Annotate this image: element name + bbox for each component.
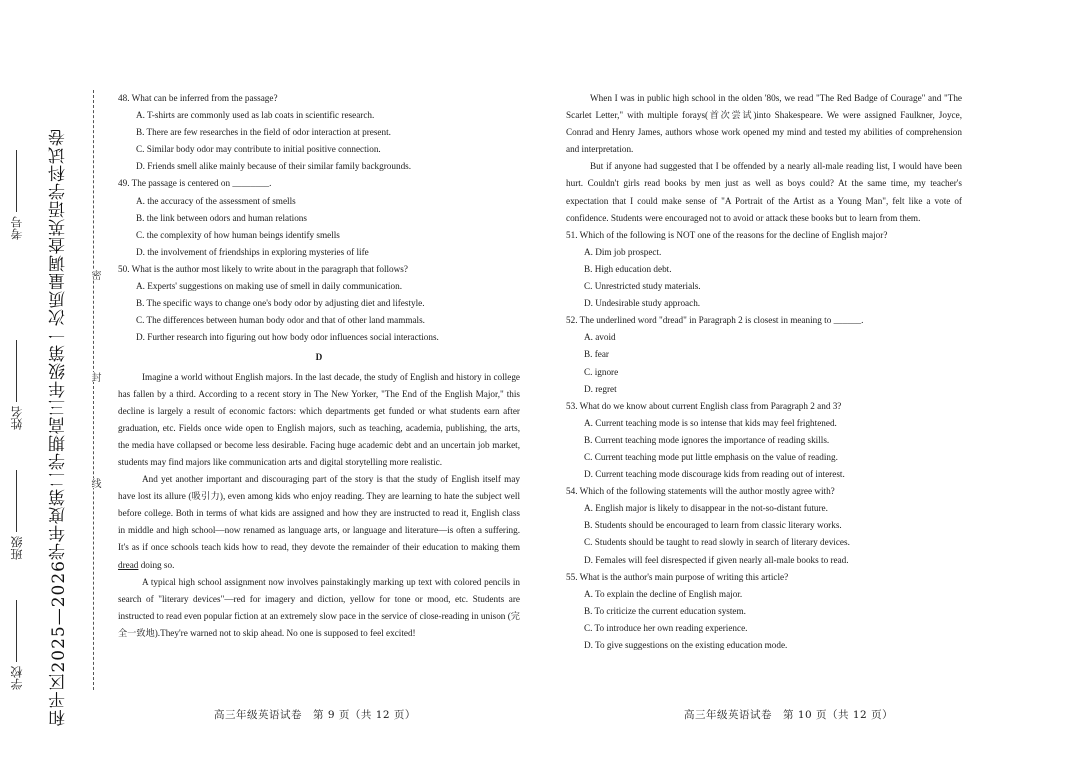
school-field [8, 600, 25, 690]
seal-mark-xian: 线 [89, 478, 100, 488]
q54-option-d: D. Females will feel disrespected if given nearly all-male books to read. [584, 554, 849, 565]
q52-option-d: D. regret [584, 383, 617, 394]
q54-option-c: C. Students should be taught to read slowly in search of literary devices. [584, 537, 850, 548]
q50-option-a: A. Experts' suggestions on making use of smell in daily communication. [136, 281, 403, 292]
q51-option-a: A. Dim job prospect. [584, 246, 662, 257]
q53-option-b: B. Current teaching mode ignores the importance of reading skills. [584, 434, 830, 445]
q52-option-b: B. fear [584, 349, 609, 360]
page-10-column [566, 90, 962, 654]
q53-option-c: C. Current teaching mode put little emphasis on the value of reading. [584, 451, 838, 462]
question-53-stem: 53. What do we know about current English class from Paragraph 2 and 3? [566, 400, 842, 411]
q48-option-d: D. Friends smell alike mainly because of their similar family backgrounds. [136, 161, 412, 172]
q52-option-a: A. avoid [584, 332, 616, 343]
q52-option-c: C. ignore [584, 366, 619, 377]
q48-option-c: C. Similar body odor may contribute to initial positive connection. [136, 144, 381, 155]
seal-mark-feng: 封 [89, 372, 100, 382]
passage-paragraph-1: Imagine a world without English majors. In the last decade, the study of English and history in college has fallen by a third. According to a recent story in The New Yorker, "The End of the English Major," this decline is largely a result of economic factors: which departments get funded or what students earn after graduation, etc. Fields once wide open to English majors, such as teaching, academia, publishing, the arts, the media have collapsed or become less desirable. Facing huge academic debt and an uncertain job market, students may find majors like communication arts and digital storytelling more realistic. [118, 371, 520, 467]
class-field [8, 470, 25, 560]
exam-number-label: 考号 [10, 216, 24, 240]
paragraph-2-text-end: doing so. [138, 559, 175, 570]
class-label: 班级 [10, 536, 24, 560]
q54-option-b: B. Students should be encouraged to learn from classic literary works. [584, 520, 842, 531]
q50-option-b: B. The specific ways to change one's body odor by adjusting diet and lifestyle. [136, 298, 425, 309]
q53-option-d: D. Current teaching mode discourage kids from reading out of interest. [584, 469, 845, 480]
q54-option-a: A. English major is likely to disappear in the not-so-distant future. [584, 503, 828, 514]
q49-option-c: C. the complexity of how human beings identify smells [136, 229, 340, 240]
school-label: 学校 [10, 666, 24, 690]
q55-option-a: A. To explain the decline of English major. [584, 588, 743, 599]
q51-option-c: C. Unrestricted study materials. [584, 281, 701, 292]
question-52-stem: 52. The underlined word "dread" in Paragraph 2 is closest in meaning to ______. [566, 315, 864, 326]
question-51-stem: 51. Which of the following is NOT one of the reasons for the decline of English major? [566, 229, 888, 240]
underlined-word-dread: dread [118, 559, 139, 570]
binding-margin [0, 0, 100, 764]
seal-line [93, 90, 94, 690]
q49-option-d: D. the involvement of friendships in exploring mysteries of life [136, 246, 369, 257]
q49-option-b: B. the link between odors and human relations [136, 212, 307, 223]
q55-option-b: B. To criticize the current education system. [584, 605, 746, 616]
question-49-stem: 49. The passage is centered on ________. [118, 178, 272, 189]
seal-mark-mi: 密 [89, 270, 100, 280]
passage-d-heading: D [315, 352, 323, 363]
q48-option-b: B. There are few researches in the field of odor interaction at present. [136, 127, 391, 138]
q50-option-c: C. The differences between human body odor and that of other land mammals. [136, 315, 425, 326]
page-10-footer: 高三年级英语试卷 第 10 页（共 12 页） [684, 709, 894, 721]
name-label: 姓名 [10, 406, 24, 430]
q55-option-c: C. To introduce her own reading experience. [584, 622, 748, 633]
passage-paragraph-4: When I was in public high school in the olden '80s, we read "The Red Badge of Courage" and "The Scarlet Letter," with multiple forays(首次尝试)into Shakespeare. We were assigned Faulkner, Joyce, Conrad and Henry James, authors whose work opened my mind and tested my abilities of comprehension and interpretation. [566, 93, 962, 155]
passage-paragraph-5: But if anyone had suggested that I be offended by a nearly all-male reading list, I would have been hurt. Couldn't girls read books by men just as well as boys could? At the same time, my teacher's expectation that I could make sense of "A Portrait of the Artist as a Young Man", felt like a vote of confidence. Students were encouraged not to avoid or attack these books but to learn from them. [566, 161, 962, 223]
q51-option-b: B. High education debt. [584, 263, 672, 274]
q50-option-d: D. Further research into figuring out how body odor influences social interactions. [136, 332, 439, 343]
paragraph-2-text-start: And yet another important and discouraging part of the story is that the study of English itself may have lost its allure (吸引力), even among kids who enjoy reading. They are learning to hate the subject well before college. Both in terms of what kids are assigned and how they are instructed to read it, English class in middle and high school—now renamed as language arts, or language and literature—is often a suffering. It's as if once schools teach kids how to read, they devote the remainder of their education to making them [118, 474, 520, 553]
question-54-stem: 54. Which of the following statements will the author mostly agree with? [566, 486, 835, 497]
q53-option-a: A. Current teaching mode is so intense that kids may feel frightened. [584, 417, 837, 428]
passage-paragraph-2 [118, 471, 520, 574]
question-55-stem: 55. What is the author's main purpose of writing this article? [566, 571, 789, 582]
question-50-stem: 50. What is the author most likely to write about in the paragraph that follows? [118, 263, 408, 274]
q55-option-d: D. To give suggestions on the existing education mode. [584, 640, 788, 650]
q48-option-a: A. T-shirts are commonly used as lab coats in scientific research. [136, 110, 375, 121]
question-48-stem: 48. What can be inferred from the passage? [118, 93, 278, 103]
passage-paragraph-3: A typical high school assignment now involves painstakingly marking up text with colored pencils in search of "literary devices"—red for imagery and diction, yellow for tone or mood, etc. Students are instructed to read even popular fiction at an extremely slow pace in the service of close-reading in unison (完全一致地).They're warned not to skip ahead. No one is supposed to feel excited! [118, 576, 520, 638]
page-9-column [118, 90, 520, 642]
name-field [8, 340, 25, 430]
exam-number-field [8, 150, 25, 240]
q51-option-d: D. Undesirable study approach. [584, 298, 701, 309]
page-9-footer: 高三年级英语试卷 第 9 页（共 12 页） [214, 709, 416, 721]
exam-title: 和平区2025—2026学年度第二学期高三年级第一次质量调查英语学科试卷 [49, 128, 69, 727]
q49-option-a: A. the accuracy of the assessment of smells [136, 195, 296, 206]
